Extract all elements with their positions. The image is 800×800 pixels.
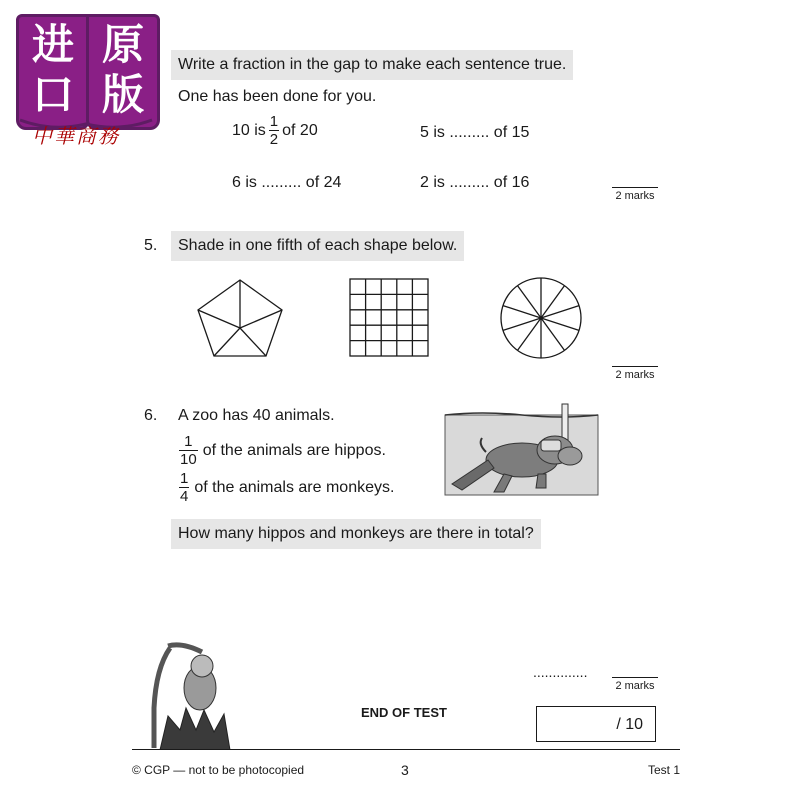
- q4-answer-line[interactable]: 2 is ......... of 16: [420, 174, 530, 191]
- fraction-denominator: 2: [269, 131, 279, 148]
- q4-answer-line[interactable]: 5 is ......... of 15: [420, 124, 530, 141]
- q6-hippo-line: [176, 434, 386, 467]
- q4-instruction: Write a fraction in the gap to make each sentence true.: [171, 50, 573, 80]
- q6-monkey-text: of the animals are monkeys.: [194, 478, 395, 496]
- q6-hippo-text: of the animals are hippos.: [202, 441, 386, 459]
- q4-example-before: 10 is: [232, 121, 266, 139]
- logo-char: 进: [31, 20, 74, 69]
- q6-question: How many hippos and monkeys are there in total?: [171, 519, 541, 549]
- q5-marks: 2 marks: [612, 366, 658, 381]
- fraction: [179, 434, 198, 467]
- fraction-numerator: 1: [179, 434, 198, 451]
- logo-left-panel: [16, 14, 90, 130]
- fraction-numerator: 1: [269, 113, 279, 130]
- logo-right-panel: [86, 14, 160, 130]
- fraction-denominator: 10: [180, 451, 197, 468]
- footer-copyright: © CGP — not to be photocopied: [132, 763, 305, 777]
- footer-test-label: Test 1: [648, 763, 681, 777]
- q4-example-note: One has been done for you.: [178, 88, 377, 105]
- fraction-numerator: 1: [180, 470, 189, 487]
- circle-shape[interactable]: [499, 276, 583, 360]
- fraction-denominator: 4: [180, 488, 189, 505]
- footer-divider: [132, 749, 680, 750]
- q4-answer-line[interactable]: 6 is ......... of 24: [232, 174, 342, 191]
- logo-char: 口: [31, 70, 74, 119]
- q6-number: 6.: [144, 407, 158, 424]
- fraction: [179, 471, 189, 504]
- snorkel-hippo-illustration: [442, 402, 600, 498]
- monkey-illustration: [138, 638, 240, 750]
- q4-example-item: [232, 114, 318, 147]
- q5-instruction: Shade in one fifth of each shape below.: [171, 231, 464, 261]
- grid-shape[interactable]: [349, 278, 431, 358]
- q6-answer-dots[interactable]: ..............: [533, 664, 588, 680]
- logo-char: 版: [101, 70, 144, 119]
- q4-marks: 2 marks: [612, 187, 658, 202]
- logo-subtitle: 中華商務: [32, 124, 120, 148]
- page-number: 3: [401, 762, 409, 778]
- q6-monkey-line: [176, 471, 394, 504]
- fraction: [269, 114, 279, 147]
- q5-number: 5.: [144, 237, 158, 254]
- end-of-test-label: END OF TEST: [361, 705, 447, 720]
- q4-example-after: of 20: [282, 121, 318, 139]
- q6-line1: A zoo has 40 animals.: [178, 407, 335, 424]
- total-score-box[interactable]: / 10: [536, 706, 656, 742]
- q6-marks: 2 marks: [612, 677, 658, 692]
- pentagon-shape[interactable]: [190, 272, 290, 362]
- logo-char: 原: [101, 20, 144, 69]
